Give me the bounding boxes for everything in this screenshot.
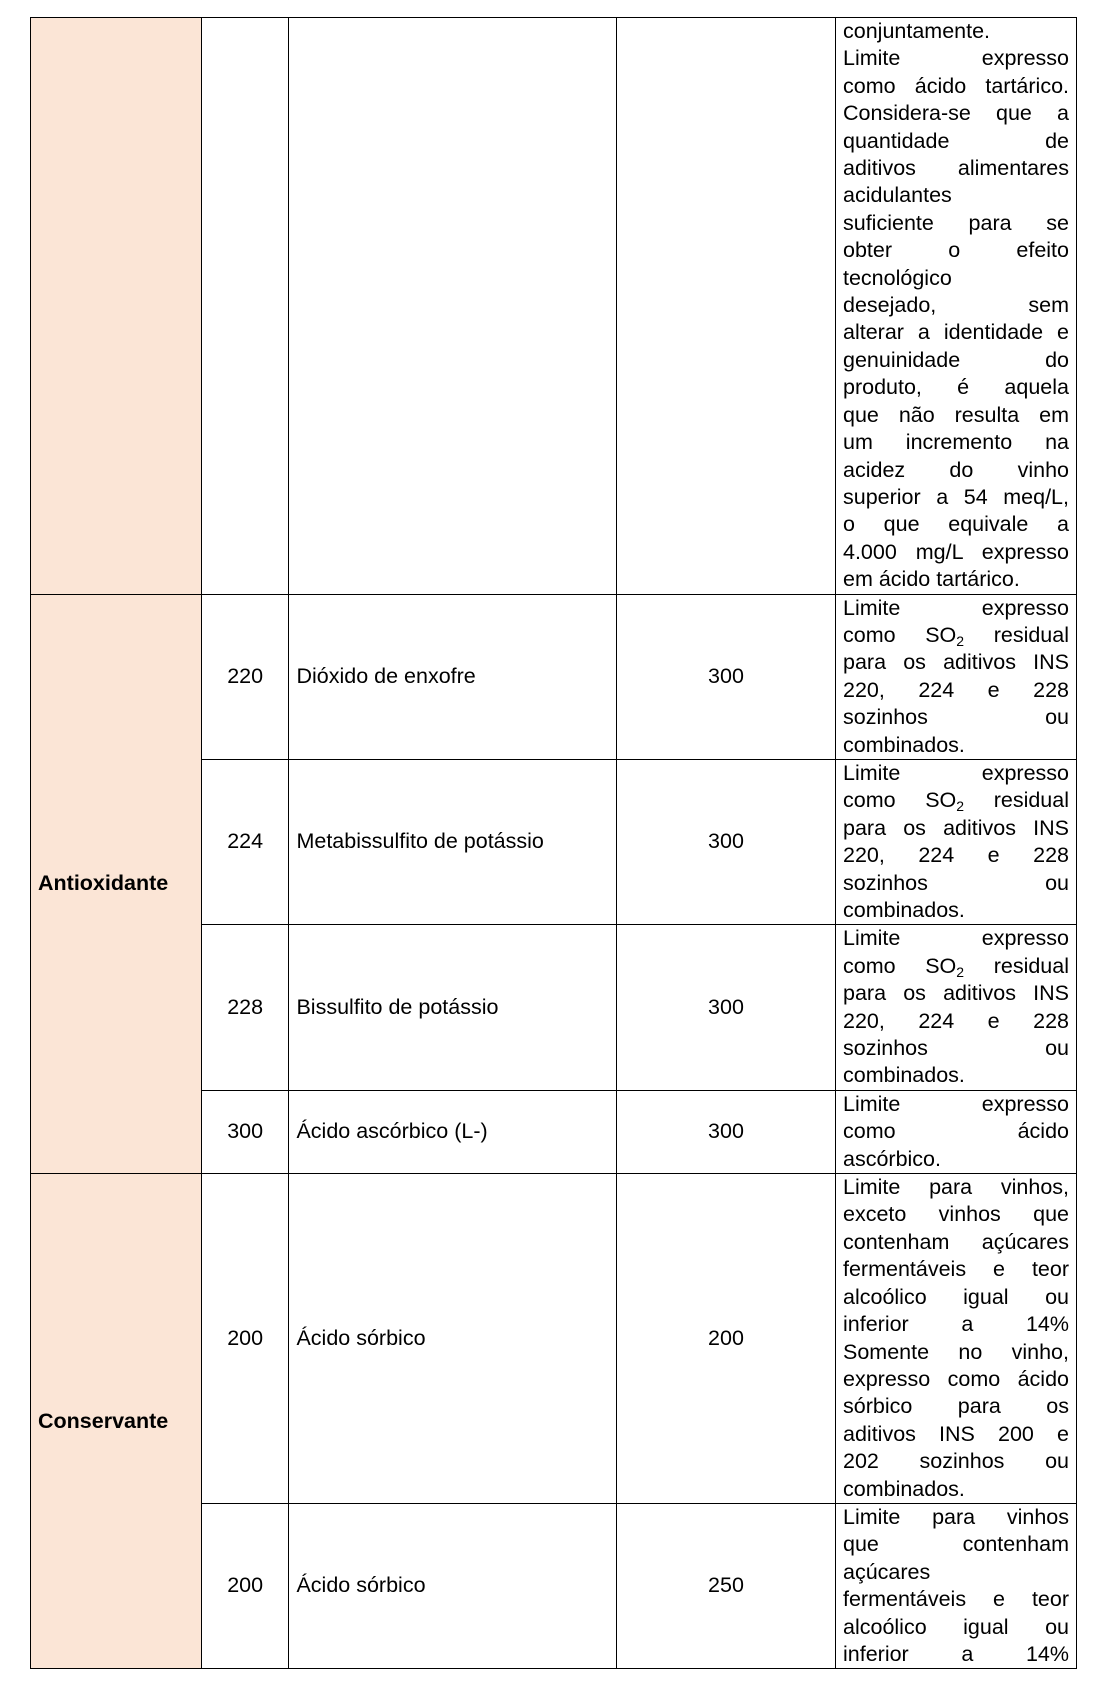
- notes-line: combinados.: [843, 1063, 965, 1088]
- notes-line: 220, 224 e 228: [843, 677, 1069, 702]
- notes-cell: [836, 1174, 1077, 1504]
- notes-line: aditivos alimentares: [843, 156, 1069, 181]
- notes-cell: [836, 1503, 1077, 1668]
- ins-cell: [201, 18, 289, 595]
- ins-cell: 224: [201, 759, 289, 924]
- notes-line: acidez do vinho: [843, 457, 1069, 482]
- notes-line: conjuntamente.: [843, 19, 991, 43]
- notes-line: como $SO_2$ residual: [843, 622, 1069, 649]
- notes-line: alcoólico igual ou: [843, 1614, 1069, 1639]
- limit-cell: 300: [616, 594, 835, 759]
- notes-line: 220, 224 e 228: [843, 843, 1069, 868]
- notes-line: Considera-se que a: [843, 101, 1069, 126]
- notes-line: superior a 54 meq/L,: [843, 484, 1069, 509]
- notes-line: alcoólico igual ou: [843, 1284, 1069, 1309]
- notes-line: sozinhos ou: [843, 1036, 1069, 1061]
- notes-line: como ácido: [843, 1119, 1069, 1144]
- notes-line: aditivos INS 200 e: [843, 1421, 1069, 1446]
- notes-line: açúcares: [843, 1559, 931, 1584]
- notes-line: o que equivale a: [843, 512, 1069, 537]
- notes-line: Limite para vinhos: [843, 1504, 1069, 1529]
- limit-cell: 300: [616, 1090, 835, 1173]
- notes-line: combinados.: [843, 1476, 965, 1501]
- additives-table: [30, 17, 1077, 1669]
- notes-line: 202 sozinhos ou: [843, 1449, 1069, 1474]
- notes-cell: [836, 594, 1077, 759]
- table-row: [31, 1174, 1077, 1504]
- notes-line: desejado, sem: [843, 293, 1069, 318]
- notes-line: Limite expresso: [843, 760, 1069, 785]
- notes-line: alterar a identidade e: [843, 320, 1069, 345]
- limit-cell: [616, 18, 835, 595]
- additive-name-cell: [289, 18, 616, 595]
- category-antioxidante: Antioxidante: [31, 594, 202, 1174]
- ins-cell: 220: [201, 594, 289, 759]
- notes-line: 4.000 mg/L expresso: [843, 539, 1069, 564]
- notes-line: inferior a 14%: [843, 1641, 1069, 1666]
- category-conservante: Conservante: [31, 1174, 202, 1669]
- notes-line: obter o efeito: [843, 238, 1069, 263]
- notes-line: Limite expresso: [843, 46, 1069, 71]
- notes-line: 220, 224 e 228: [843, 1008, 1069, 1033]
- notes-line: sozinhos ou: [843, 705, 1069, 730]
- notes-line: que não resulta em: [843, 402, 1069, 427]
- notes-line: em ácido tartárico.: [843, 567, 1020, 592]
- notes-line: Limite expresso: [843, 1091, 1069, 1116]
- limit-cell: 300: [616, 925, 835, 1090]
- notes-line: Somente no vinho,: [843, 1339, 1069, 1364]
- notes-line: combinados.: [843, 732, 965, 757]
- limit-cell: 250: [616, 1503, 835, 1668]
- notes-line: sozinhos ou: [843, 870, 1069, 895]
- notes-line: para os aditivos INS: [843, 650, 1069, 675]
- notes-line: ascórbico.: [843, 1146, 941, 1171]
- notes-line: quantidade de: [843, 128, 1069, 153]
- notes-line: como ácido tartárico.: [843, 73, 1069, 98]
- additive-name-cell: Bissulfito de potássio: [289, 925, 616, 1090]
- additive-name-cell: Ácido sórbico: [289, 1174, 616, 1504]
- ins-cell: 228: [201, 925, 289, 1090]
- additive-name-cell: Ácido ascórbico (L-): [289, 1090, 616, 1173]
- notes-line: sórbico para os: [843, 1394, 1069, 1419]
- notes-line: produto, é aquela: [843, 375, 1069, 400]
- notes-line: como $SO_2$ residual: [843, 953, 1069, 980]
- notes-cell: [836, 925, 1077, 1090]
- notes-line: Limite expresso: [843, 926, 1069, 951]
- ins-cell: 300: [201, 1090, 289, 1173]
- additive-name-cell: Metabissulfito de potássio: [289, 759, 616, 924]
- additive-name-cell: Dióxido de enxofre: [289, 594, 616, 759]
- ins-cell: 200: [201, 1503, 289, 1668]
- notes-line: como $SO_2$ residual: [843, 788, 1069, 815]
- ins-cell: 200: [201, 1174, 289, 1504]
- category-cell: [31, 18, 202, 595]
- notes-line: exceto vinhos que: [843, 1202, 1069, 1227]
- notes-cell: [836, 18, 1077, 595]
- notes-line: para os aditivos INS: [843, 815, 1069, 840]
- limit-cell: 300: [616, 759, 835, 924]
- notes-line: acidulantes: [843, 183, 952, 208]
- notes-line: fermentáveis e teor: [843, 1257, 1069, 1282]
- notes-line: contenham açúcares: [843, 1229, 1069, 1254]
- limit-cell: 200: [616, 1174, 835, 1504]
- notes-line: um incremento na: [843, 430, 1069, 455]
- notes-line: genuinidade do: [843, 347, 1069, 372]
- notes-line: fermentáveis e teor: [843, 1587, 1069, 1612]
- notes-line: que contenham: [843, 1532, 1069, 1557]
- table-row: [31, 594, 1077, 759]
- notes-line: suficiente para se: [843, 210, 1069, 235]
- notes-line: para os aditivos INS: [843, 981, 1069, 1006]
- notes-line: Limite expresso: [843, 595, 1069, 620]
- notes-cell: [836, 1090, 1077, 1173]
- notes-line: Limite para vinhos,: [843, 1175, 1069, 1200]
- additive-name-cell: Ácido sórbico: [289, 1503, 616, 1668]
- notes-line: combinados.: [843, 898, 965, 922]
- notes-line: inferior a 14%: [843, 1312, 1069, 1337]
- table-row: [31, 18, 1077, 595]
- notes-cell: [836, 759, 1077, 924]
- notes-line: tecnológico: [843, 265, 952, 290]
- notes-line: expresso como ácido: [843, 1366, 1069, 1391]
